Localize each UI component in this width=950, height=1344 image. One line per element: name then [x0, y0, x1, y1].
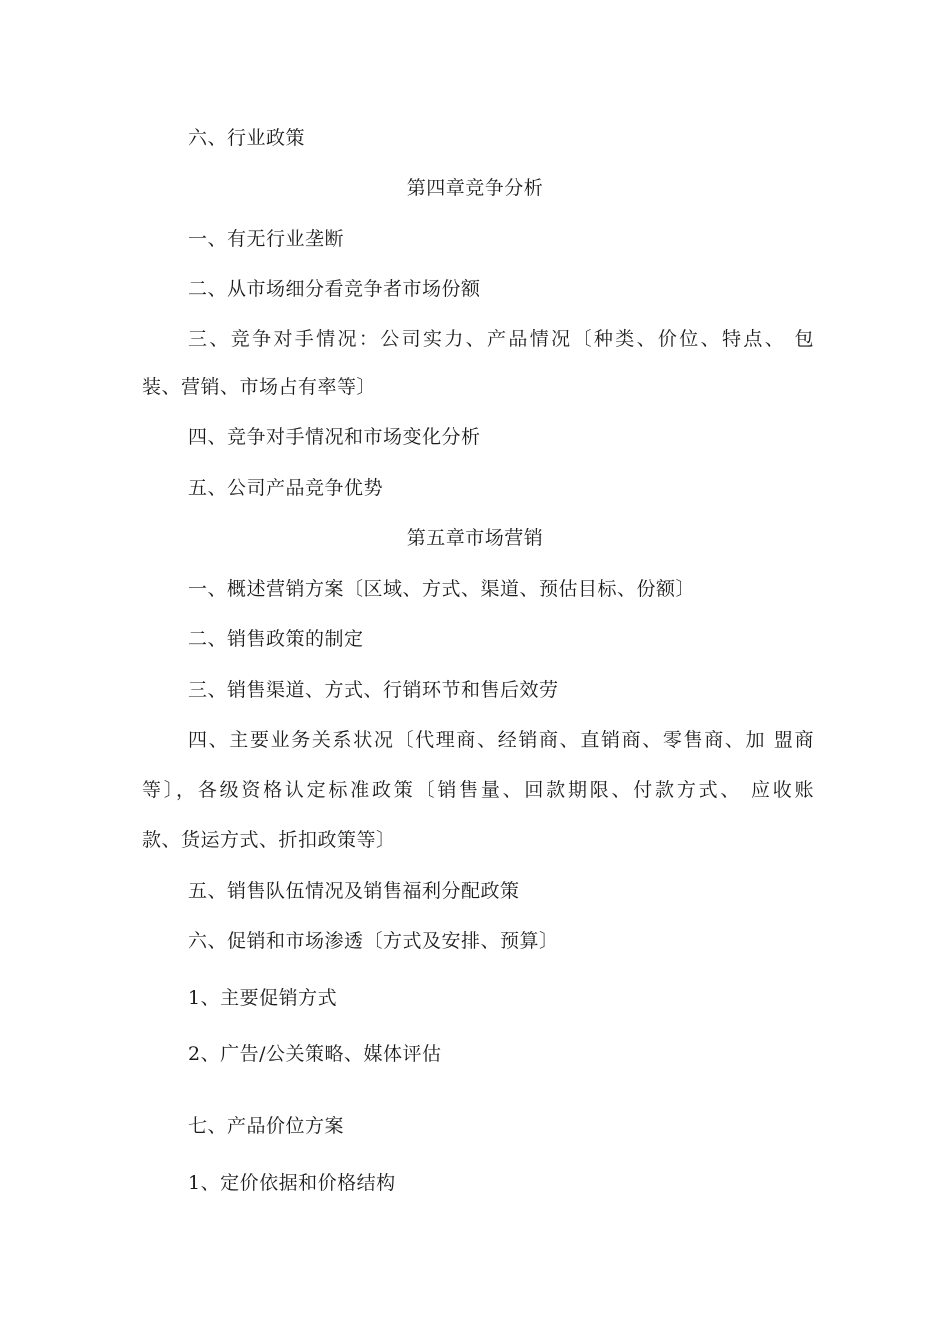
- item-monopoly: 一、有无行业垄断: [188, 228, 345, 250]
- item-market-share: 二、从市场细分看竞争者市场份额: [188, 278, 481, 300]
- item-product-advantage: 五、公司产品竞争优势: [188, 477, 384, 499]
- item-sales-channels: 三、销售渠道、方式、行销环节和售后效劳: [188, 679, 559, 701]
- subitem-promotion-methods: 1、主要促销方式: [188, 987, 338, 1009]
- item-competitor-situation-line2: 装、营销、市场占有率等〕: [142, 376, 377, 398]
- item-business-relations-line3: 款、货运方式、折扣政策等〕: [142, 829, 396, 851]
- section-industry-policy: 六、行业政策: [188, 127, 306, 149]
- item-sales-policy: 二、销售政策的制定: [188, 628, 364, 650]
- item-sales-team: 五、销售队伍情况及销售福利分配政策: [188, 880, 520, 902]
- item-business-relations-line1: 四、主要业务关系状况〔代理商、经销商、直销商、零售商、加 盟商: [188, 729, 814, 751]
- item-promotion: 六、促销和市场渗透〔方式及安排、预算〕: [188, 930, 559, 952]
- item-business-relations-line2: 等〕，各级资格认定标准政策〔销售量、回款期限、付款方式、 应收账: [142, 779, 814, 801]
- subitem-advertising-pr: 2、广告/公关策略、媒体评估: [188, 1043, 442, 1065]
- chapter-five-heading: 第五章市场营销: [406, 527, 544, 549]
- item-competitor-market-change: 四、竞争对手情况和市场变化分析: [188, 426, 481, 448]
- subitem-pricing-basis: 1、定价依据和价格结构: [188, 1172, 396, 1194]
- item-marketing-plan: 一、概述营销方案〔区域、方式、渠道、预估目标、份额〕: [188, 578, 696, 600]
- item-competitor-situation-line1: 三、竞争对手情况：公司实力、产品情况〔种类、价位、特点、 包: [188, 328, 814, 350]
- item-pricing-plan: 七、产品价位方案: [188, 1115, 345, 1137]
- chapter-four-heading: 第四章竞争分析: [406, 177, 544, 199]
